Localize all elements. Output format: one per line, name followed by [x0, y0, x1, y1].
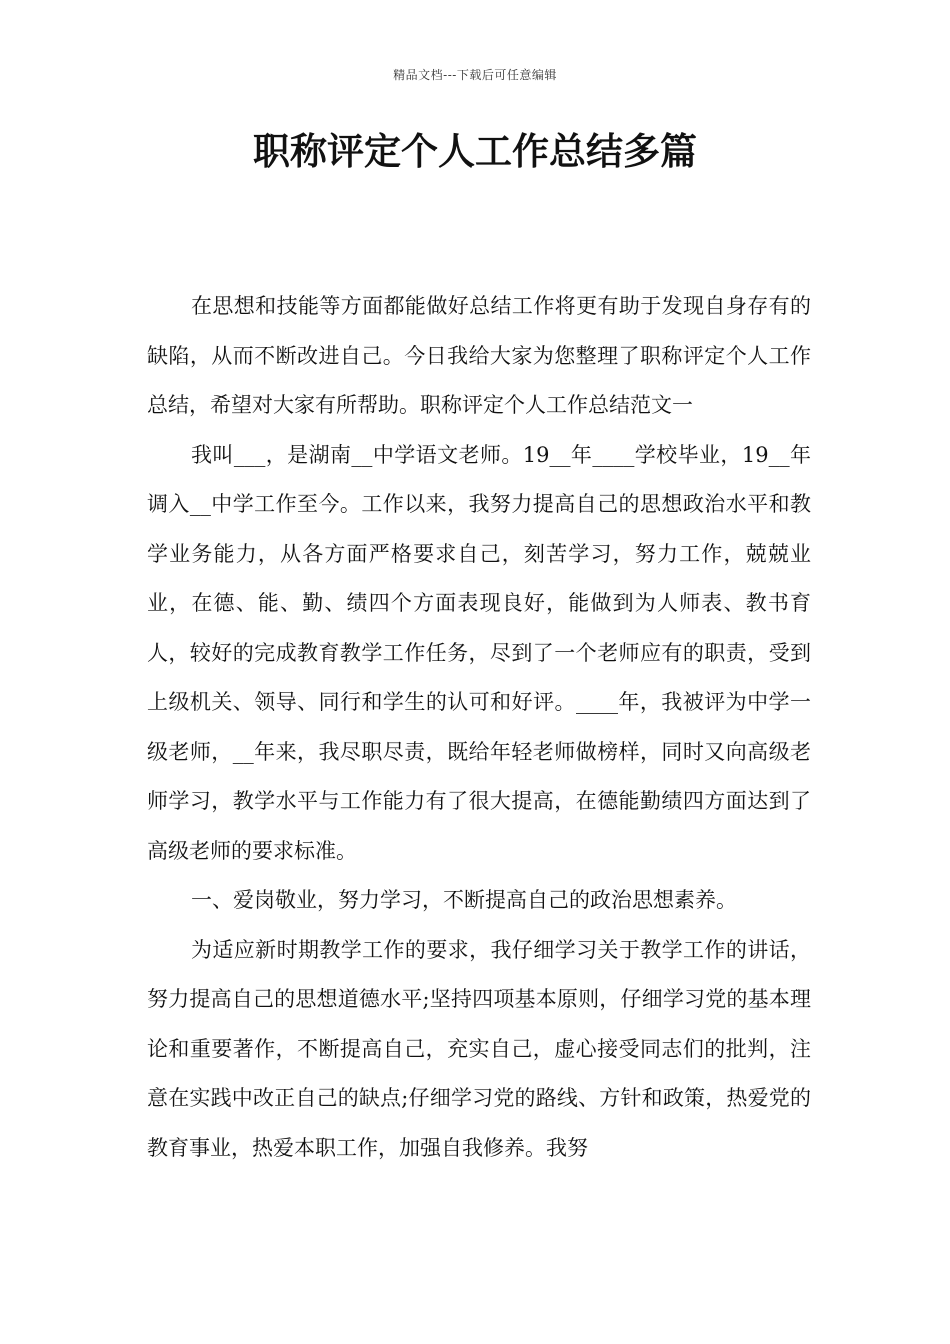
section-heading-one: 一、爱岗敬业，努力学习，不断提高自己的政治思想素养。: [191, 888, 737, 912]
header-note: 精品文档---下载后可任意编辑: [393, 68, 557, 82]
paragraph-political-study: 为适应新时期教学工作的要求，我仔细学习关于教学工作的讲话，努力提高自己的思想道德水平;坚持四项基本原则，仔细学习党的基本理论和重要著作，不断提高自己，充实自己，虚心接受同志们的批判，注意在实践中改正自己的缺点;仔细学习党的路线、方针和政策，热爱党的教育事业，热爱本职工作，加强自我修养。我努: [147, 937, 811, 1160]
document-body: [147, 282, 811, 1173]
paragraph-self-introduction: 我叫___，是湖南__中学语文老师。19__年____学校毕业，19__年调入__中学工作至今。工作以来，我努力提高自己的思想政治水平和教学业务能力，从各方面严格要求自己，刻苦学习，努力工作，兢兢业业，在德、能、勤、绩四个方面表现良好，能做到为人师表、教书育人，较好的完成教育教学工作任务，尽到了一个老师应有的职责，受到上级机关、领导、同行和学生的认可和好评。____年，我被评为中学一级老师，__年来，我尽职尽责，既给年轻老师做榜样，同时又向高级老师学习，教学水平与工作能力有了很大提高，在德能勤绩四方面达到了高级老师的要求标准。: [147, 442, 811, 863]
paragraph-intro: 在思想和技能等方面都能做好总结工作将更有助于发现自身存有的缺陷，从而不断改进自己。今日我给大家为您整理了职称评定个人工作总结，希望对大家有所帮助。职称评定个人工作总结范文一: [147, 294, 811, 417]
document-title: 职称评定个人工作总结多篇: [253, 130, 697, 173]
